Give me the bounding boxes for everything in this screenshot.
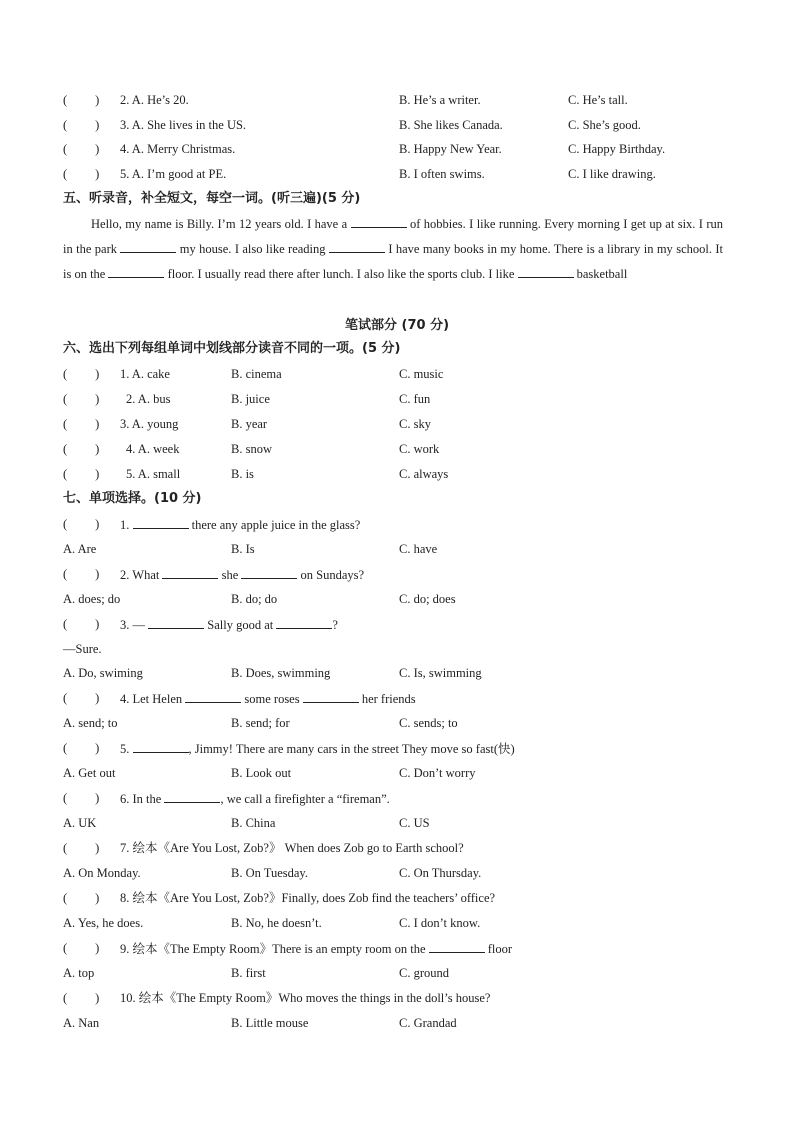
answer-paren[interactable]: ( ) (63, 417, 100, 431)
mc-q4: ( ) 4. Let Helen some roses her friends (63, 688, 723, 708)
answer-paren[interactable]: ( ) (63, 93, 100, 107)
option-a[interactable]: A. does; do (63, 592, 121, 606)
option-c[interactable]: C. Is, swimming (399, 666, 482, 680)
option-c[interactable]: C. Grandad (399, 1016, 457, 1030)
option-c[interactable]: C. I don’t know. (399, 916, 481, 930)
answer-paren[interactable]: ( ) (63, 467, 100, 481)
option-b[interactable]: B. first (231, 966, 266, 980)
answer-paren[interactable]: ( ) (63, 567, 100, 581)
blank[interactable] (133, 738, 189, 753)
option-a[interactable]: A. Get out (63, 766, 116, 780)
section7-title: 七、单项选择。(10 分) (63, 491, 202, 506)
option-c[interactable]: C. Don’t worry (399, 766, 476, 780)
answer-paren[interactable]: ( ) (63, 392, 100, 406)
option-a[interactable]: A. top (63, 966, 95, 980)
mc-q8-options (63, 913, 723, 933)
listening-q2: ( ) 2. A. He’s 20. B. He’s a writer. C. He’s tall. (63, 90, 723, 110)
cloze-blank-3[interactable] (329, 238, 385, 253)
mc-q8: ( ) 8. 绘本《Are You Lost, Zob?》Finally, does Zob find the teachers’ office? (63, 888, 723, 908)
blank[interactable] (162, 564, 218, 579)
mc-q7: ( ) 7. 绘本《Are You Lost, Zob?》 When does Zob go to Earth school? (63, 838, 723, 858)
mc-q2-options (63, 589, 723, 609)
phonics-q2: ( ) 2. A. bus B. juice C. fun (63, 389, 723, 409)
answer-paren[interactable]: ( ) (63, 517, 100, 531)
answer-paren[interactable]: ( ) (63, 118, 100, 132)
blank[interactable] (429, 938, 485, 953)
mc-q10-options (63, 1013, 723, 1033)
mc-q1-options (63, 539, 723, 559)
mc-q1: ( ) 1. there any apple juice in the glass? (63, 514, 723, 534)
mc-q3-reply: —Sure. (63, 642, 102, 656)
answer-paren[interactable]: ( ) (63, 741, 100, 755)
option-a[interactable]: A. send; to (63, 716, 118, 730)
mc-q6-options (63, 813, 723, 833)
blank[interactable] (303, 688, 359, 703)
mc-q9-options (63, 963, 723, 983)
mc-q2: ( ) 2. What she on Sundays? (63, 564, 723, 584)
cloze-blank-4[interactable] (108, 263, 164, 278)
option-b[interactable]: B. Is (231, 542, 255, 556)
option-b[interactable]: B. On Tuesday. (231, 866, 308, 880)
cloze-passage: Hello, my name is Billy. I’m 12 years old. I have a of hobbies. I like running. Every morning I get up at six. I run in the park my house. I also like reading I have many books in my home. There is a library in my school. It is on the floor. I usually read there after lunch. I also like the sports club. I like basketball (63, 212, 723, 287)
answer-paren[interactable]: ( ) (63, 691, 100, 705)
option-b[interactable]: B. send; for (231, 716, 290, 730)
mc-q4-options (63, 713, 723, 733)
mc-q9: ( ) 9. 绘本《The Empty Room》There is an empty room on the floor (63, 938, 723, 958)
phonics-q5: ( ) 5. A. small B. is C. always (63, 464, 723, 484)
answer-paren[interactable]: ( ) (63, 367, 100, 381)
mc-q5-options (63, 763, 723, 783)
answer-paren[interactable]: ( ) (63, 941, 100, 955)
mc-q7-options (63, 863, 723, 883)
listening-q4: ( ) 4. A. Merry Christmas. B. Happy New Year. C. Happy Birthday. (63, 139, 723, 159)
option-a[interactable]: A. On Monday. (63, 866, 141, 880)
blank[interactable] (241, 564, 297, 579)
section5-title: 五、听录音，补全短文，每空一词。(听三遍)(5 分) (63, 191, 361, 206)
option-a[interactable]: A. UK (63, 816, 97, 830)
option-c[interactable]: C. do; does (399, 592, 456, 606)
cloze-blank-1[interactable] (351, 213, 407, 228)
option-c[interactable]: C. sends; to (399, 716, 458, 730)
answer-paren[interactable]: ( ) (63, 791, 100, 805)
option-b[interactable]: B. do; do (231, 592, 278, 606)
blank[interactable] (133, 514, 189, 529)
mc-q3: ( ) 3. — Sally good at ? (63, 614, 723, 634)
phonics-q3: ( ) 3. A. young B. year C. sky (63, 414, 723, 434)
option-a[interactable]: A. Nan (63, 1016, 100, 1030)
blank[interactable] (185, 688, 241, 703)
option-c[interactable]: C. On Thursday. (399, 866, 482, 880)
blank[interactable] (276, 614, 332, 629)
option-c[interactable]: C. US (399, 816, 430, 830)
blank[interactable] (164, 788, 220, 803)
answer-paren[interactable]: ( ) (63, 891, 100, 905)
answer-paren[interactable]: ( ) (63, 167, 100, 181)
option-b[interactable]: B. China (231, 816, 276, 830)
answer-paren[interactable]: ( ) (63, 142, 100, 156)
option-b[interactable]: B. No, he doesn’t. (231, 916, 322, 930)
mc-q5: ( ) 5. , Jimmy! There are many cars in the street They move so fast(快) (63, 738, 723, 758)
option-b[interactable]: B. Little mouse (231, 1016, 309, 1030)
section6-title: 六、选出下列每组单词中划线部分读音不同的一项。(5 分) (63, 341, 401, 356)
option-a[interactable]: A. Do, swiming (63, 666, 143, 680)
mc-q10: ( ) 10. 绘本《The Empty Room》Who moves the things in the doll’s house? (63, 988, 723, 1008)
written-part-title: 笔试部分 (70 分) (344, 318, 450, 333)
answer-paren[interactable]: ( ) (63, 442, 100, 456)
listening-q5: ( ) 5. A. I’m good at PE. B. I often swims. C. I like drawing. (63, 164, 723, 184)
option-b[interactable]: B. Does, swimming (231, 666, 331, 680)
option-b[interactable]: B. Look out (231, 766, 292, 780)
answer-paren[interactable]: ( ) (63, 617, 100, 631)
phonics-q4: ( ) 4. A. week B. snow C. work (63, 439, 723, 459)
blank[interactable] (148, 614, 204, 629)
option-a[interactable]: A. Yes, he does. (63, 916, 144, 930)
option-c[interactable]: C. have (399, 542, 438, 556)
mc-q3-options (63, 663, 723, 683)
answer-paren[interactable]: ( ) (63, 841, 100, 855)
cloze-blank-2[interactable] (120, 238, 176, 253)
phonics-q1: ( ) 1. A. cake B. cinema C. music (63, 364, 723, 384)
listening-q3: ( ) 3. A. She lives in the US. B. She likes Canada. C. She’s good. (63, 115, 723, 135)
answer-paren[interactable]: ( ) (63, 991, 100, 1005)
option-c[interactable]: C. ground (399, 966, 449, 980)
mc-q6: ( ) 6. In the , we call a firefighter a “fireman”. (63, 788, 723, 808)
option-a[interactable]: A. Are (63, 542, 97, 556)
cloze-blank-5[interactable] (518, 263, 574, 278)
